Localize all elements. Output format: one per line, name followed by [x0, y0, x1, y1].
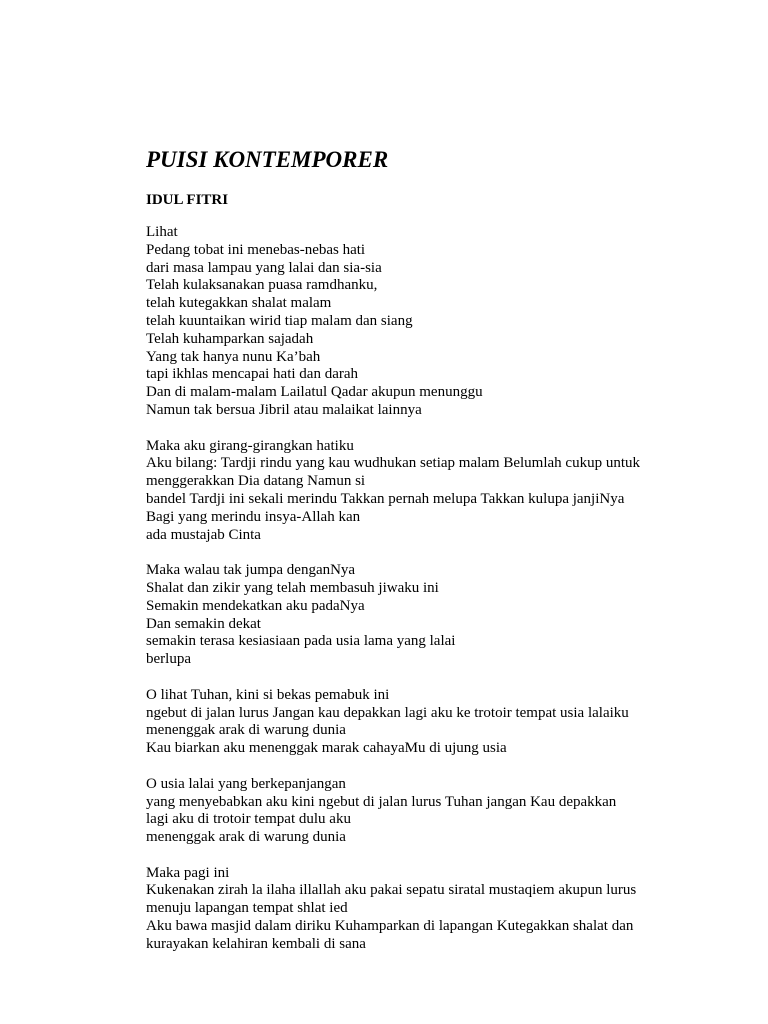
stanza — [146, 687, 706, 758]
poem-line: menenggak arak di warung dunia — [146, 829, 346, 846]
poem-line: menggerakkan Dia datang Namun si — [146, 473, 366, 490]
poem-line: Maka walau tak jumpa denganNya — [146, 562, 356, 579]
poem-line: Yang tak hanya nunu Ka’bah — [146, 348, 321, 365]
poem-line: dari masa lampau yang lalai dan sia-sia — [146, 259, 382, 276]
poem-line: Telah kulaksanakan puasa ramdhanku, — [146, 277, 378, 294]
poem-line: O usia lalai yang berkepanjangan — [146, 775, 346, 792]
poem-line: Pedang tobat ini menebas-nebas hati — [146, 241, 366, 258]
poem-line: ada mustajab Cinta — [146, 526, 261, 543]
poem-line: telah kutegakkan shalat malam — [146, 295, 332, 312]
poem-line: menenggak arak di warung dunia — [146, 722, 346, 739]
stanza — [146, 224, 706, 420]
poem-line: Kukenakan zirah la ilaha illallah aku pakai sepatu siratal mustaqiem akupun lurus — [146, 882, 637, 899]
poem-title: IDUL FITRI — [146, 192, 229, 208]
poem-line: Bagi yang merindu insya-Allah kan — [146, 508, 361, 525]
poem-line: O lihat Tuhan, kini si bekas pemabuk ini — [146, 686, 390, 703]
poem-line: kurayakan kelahiran kembali di sana — [146, 935, 366, 952]
poem-line: Shalat dan zikir yang telah membasuh jiwaku ini — [146, 579, 439, 596]
poem-line: lagi aku di trotoir tempat dulu aku — [146, 811, 351, 828]
poem-body — [146, 224, 706, 971]
poem-line: bandel Tardji ini sekali merindu Takkan pernah melupa Takkan kulupa janjiNya — [146, 490, 625, 507]
stanza — [146, 562, 706, 669]
poem-line: Dan di malam-malam Lailatul Qadar akupun menunggu — [146, 384, 483, 401]
poem-line: Aku bilang: Tardji rindu yang kau wudhukan setiap malam Belumlah cukup untuk — [146, 455, 640, 472]
stanza — [146, 865, 706, 954]
poem-line: Maka pagi ini — [146, 864, 230, 881]
poem-line: yang menyebabkan aku kini ngebut di jalan lurus Tuhan jangan Kau depakkan — [146, 793, 617, 810]
poem-line: Aku bawa masjid dalam diriku Kuhamparkan di lapangan Kutegakkan shalat dan — [146, 918, 634, 935]
poem-line: menuju lapangan tempat shlat ied — [146, 900, 348, 917]
poem-line: semakin terasa kesiasiaan pada usia lama yang lalai — [146, 633, 456, 650]
poem-line: Dan semakin dekat — [146, 615, 261, 632]
poem-line: Lihat — [146, 224, 178, 240]
poem-line: tapi ikhlas mencapai hati dan darah — [146, 366, 358, 383]
stanza — [146, 438, 706, 545]
poem-line: telah kuuntaikan wirid tiap malam dan siang — [146, 312, 413, 329]
poem-line: berlupa — [146, 651, 191, 668]
poem-line: Kau biarkan aku menenggak marak cahayaMu di ujung usia — [146, 740, 507, 757]
poem-line: ngebut di jalan lurus Jangan kau depakkan lagi aku ke trotoir tempat usia lalaiku — [146, 704, 629, 721]
document-title: PUISI KONTEMPORER — [146, 147, 389, 172]
poem-line: Telah kuhamparkan sajadah — [146, 330, 314, 347]
poem-line: Semakin mendekatkan aku padaNya — [146, 597, 365, 614]
poem-line: Namun tak bersua Jibril atau malaikat lainnya — [146, 401, 422, 418]
stanza — [146, 776, 706, 847]
poem-line: Maka aku girang-girangkan hatiku — [146, 437, 354, 454]
